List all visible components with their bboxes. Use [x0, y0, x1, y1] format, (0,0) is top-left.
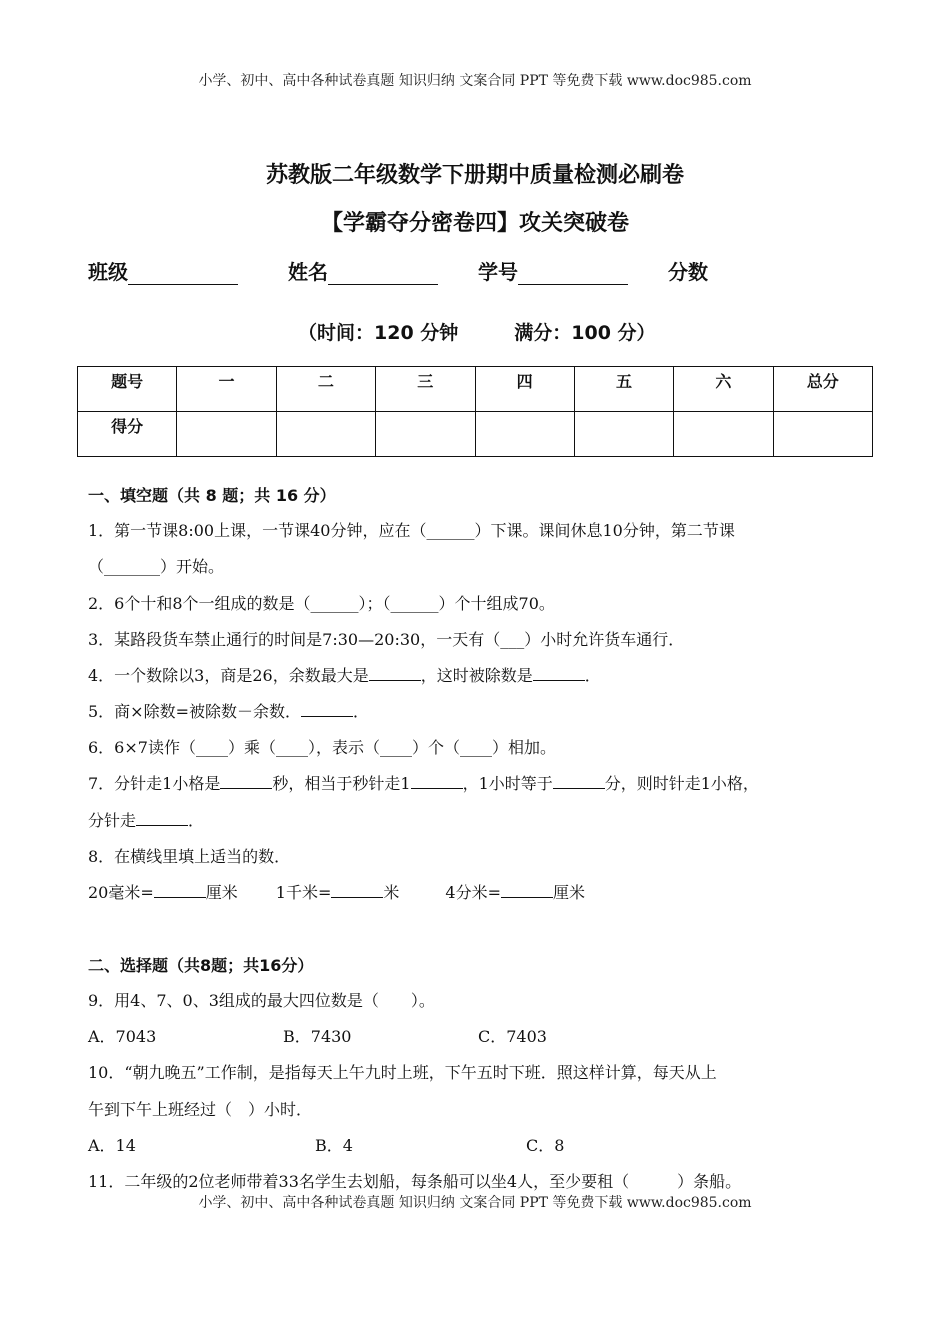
score-entry-cell[interactable]: [574, 412, 673, 457]
q8-item-c-unit: 厘米: [553, 883, 586, 902]
answer-blank[interactable]: [411, 774, 463, 789]
page-footer: 小学、初中、高中各种试卷真题 知识归纳 文案合同 PPT 等免费下载 www.doc985.com: [198, 1195, 752, 1211]
question-6: 6．6×7读作（____）乘（____），表示（____）个（____）相加。: [88, 738, 556, 757]
score-entry-cell[interactable]: [276, 412, 375, 457]
answer-blank[interactable]: [501, 883, 553, 898]
score-table-cell: 三: [376, 367, 475, 412]
q8-item-b-unit: 米: [383, 883, 400, 902]
question-5: [88, 699, 369, 722]
q9-option-b[interactable]: B．7430: [283, 1027, 352, 1046]
q7-text-a: 7．分针走1小格是: [88, 774, 221, 793]
class-field: [88, 256, 238, 285]
q4-text-a: 4．一个数除以3，商是26，余数最大是: [88, 666, 369, 685]
q5-text-a: 5．商×除数=被除数－余数．: [88, 702, 301, 721]
score-entry-cell[interactable]: [475, 412, 574, 457]
q7-text-e: 分针走: [88, 811, 137, 830]
score-entry-cell[interactable]: [674, 412, 773, 457]
full-score: 满分：100 分）: [514, 322, 656, 344]
score-entry-cell[interactable]: [773, 412, 872, 457]
score-label: 分数: [668, 260, 708, 284]
answer-blank[interactable]: [301, 702, 353, 717]
score-table-cell: 六: [674, 367, 773, 412]
q7-text-b: 秒，相当于秒针走1: [272, 774, 411, 793]
question-10-line2: 午到下午上班经过（ ）小时．: [88, 1100, 313, 1119]
name-field: [288, 256, 438, 285]
score-table-cell: 五: [574, 367, 673, 412]
question-11: 11．二年级的2位老师带着33名学生去划船，每条船可以坐4人，至少要租（ ）条船。: [88, 1172, 742, 1191]
q4-text-b: ，这时被除数是: [420, 666, 533, 685]
score-table-cell: 一: [177, 367, 276, 412]
q10-option-b[interactable]: B．4: [315, 1136, 353, 1155]
id-field: [478, 256, 628, 285]
id-label: 学号: [478, 260, 518, 284]
q7-text-c: ，1小时等于: [462, 774, 553, 793]
question-3: 3．某路段货车禁止通行的时间是7:30—20:30，一天有（___）小时允许货车通行．: [88, 630, 685, 649]
q7-text-f: ．: [188, 811, 205, 830]
q8-item-c-label: 4分米=: [445, 883, 501, 902]
time-info: [298, 318, 656, 345]
name-label: 姓名: [288, 260, 328, 284]
question-8: 8．在横线里填上适当的数．: [88, 847, 291, 866]
score-table-score-row: [78, 412, 873, 457]
question-10-line1: 10．“朝九晚五”工作制，是指每天上午九时上班，下午五时下班．照这样计算，每天从上: [88, 1063, 717, 1082]
answer-blank[interactable]: [369, 666, 421, 681]
q10-option-a[interactable]: A．14: [88, 1136, 136, 1155]
answer-blank[interactable]: [154, 883, 206, 898]
score-entry-cell[interactable]: [177, 412, 276, 457]
question-4: [88, 663, 601, 686]
q7-text-d: 分，则时针走1小格，: [604, 774, 759, 793]
section1-title: 一、填空题（共 8 题；共 16 分）: [88, 486, 336, 505]
page-header: 小学、初中、高中各种试卷真题 知识归纳 文案合同 PPT 等免费下载 www.doc985.com: [198, 73, 752, 89]
question-8-items: [88, 880, 585, 903]
question-7-line2: [88, 808, 204, 831]
question-1-line1: 1．第一节课8:00上课，一节课40分钟，应在（______）下课。课间休息10分钟，第二节课: [88, 521, 735, 540]
score-table: [77, 366, 873, 457]
class-blank[interactable]: [128, 266, 238, 285]
score-entry-cell[interactable]: [376, 412, 475, 457]
question-1-line2: （_______）开始。: [88, 557, 225, 576]
answer-blank[interactable]: [533, 666, 585, 681]
score-table-cell: 总分: [773, 367, 872, 412]
answer-blank[interactable]: [220, 774, 272, 789]
exam-subtitle: 【学霸夺分密卷四】攻关突破卷: [320, 211, 629, 236]
question-2: 2．6个十和8个一组成的数是（______）；（______）个十组成70。: [88, 594, 555, 613]
question-7-line1: [88, 771, 759, 794]
question-9: 9．用4、7、0、3组成的最大四位数是（ ）。: [88, 991, 435, 1010]
time-limit: （时间：120 分钟: [298, 322, 459, 344]
q5-text-b: ．: [353, 702, 370, 721]
exam-title: 苏教版二年级数学下册期中质量检测必刷卷: [265, 163, 684, 188]
score-table-cell: 二: [276, 367, 375, 412]
score-table-header-row: [78, 367, 873, 412]
q9-option-c[interactable]: C．7403: [478, 1027, 547, 1046]
answer-blank[interactable]: [331, 883, 383, 898]
id-blank[interactable]: [518, 266, 628, 285]
section2-title: 二、选择题（共8题；共16分）: [88, 956, 314, 975]
answer-blank[interactable]: [553, 774, 605, 789]
answer-blank[interactable]: [136, 811, 188, 826]
score-table-cell: 四: [475, 367, 574, 412]
q8-item-b-label: 1千米=: [275, 883, 332, 902]
q9-option-a[interactable]: A．7043: [88, 1027, 157, 1046]
name-blank[interactable]: [328, 266, 438, 285]
score-table-cell: 得分: [78, 412, 177, 457]
class-label: 班级: [88, 260, 128, 284]
q4-text-c: ．: [584, 666, 601, 685]
q10-option-c[interactable]: C．8: [526, 1136, 565, 1155]
q8-item-a-label: 20毫米=: [88, 883, 154, 902]
score-table-cell: 题号: [78, 367, 177, 412]
q8-item-a-unit: 厘米: [205, 883, 238, 902]
